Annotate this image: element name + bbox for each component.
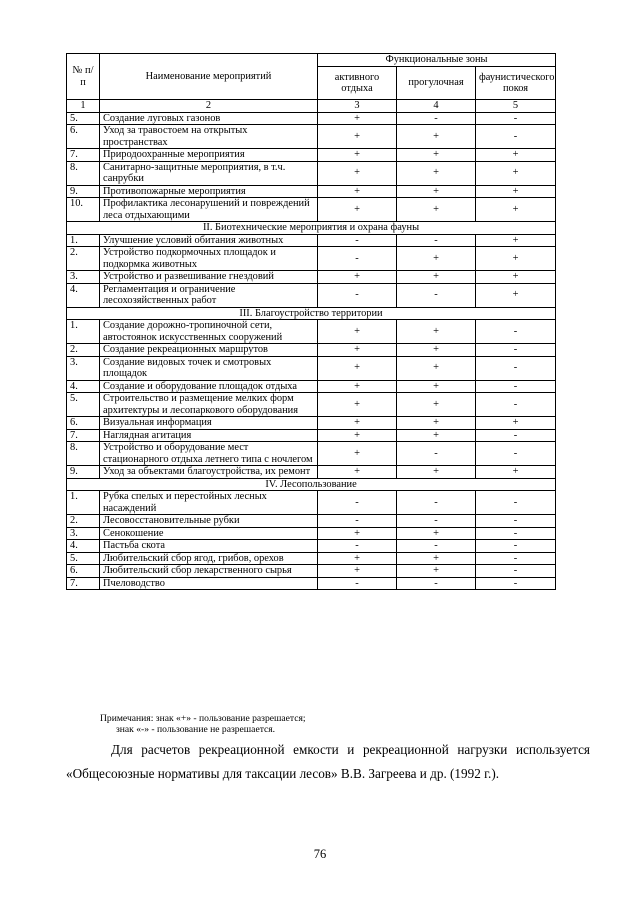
- zone-walk-cell: +: [397, 356, 476, 380]
- row-name: Устройство и развешивание гнездовий: [100, 271, 318, 284]
- header-index-1: 1: [67, 100, 100, 113]
- table-row: [67, 491, 556, 515]
- zone-active-cell: +: [318, 149, 397, 162]
- table-row: [67, 247, 556, 271]
- row-number: 2.: [67, 515, 100, 528]
- zone-active-cell: +: [318, 527, 397, 540]
- zone-fauna-cell: +: [476, 466, 556, 479]
- row-number: 3.: [67, 356, 100, 380]
- zone-fauna-cell: +: [476, 234, 556, 247]
- row-number: 1.: [67, 491, 100, 515]
- header-zone-active: активного отдыха: [318, 67, 397, 100]
- zone-fauna-cell: -: [476, 344, 556, 357]
- page-number: 76: [313, 847, 327, 861]
- zone-fauna-cell: +: [476, 149, 556, 162]
- zone-active-cell: +: [318, 344, 397, 357]
- section-title: II. Биотехнические мероприятия и охрана фауны: [67, 222, 556, 235]
- zone-fauna-cell: -: [476, 552, 556, 565]
- table-row: [67, 380, 556, 393]
- zone-walk-cell: -: [397, 515, 476, 528]
- row-name: Природоохранные мероприятия: [100, 149, 318, 162]
- zone-walk-cell: -: [397, 234, 476, 247]
- header-index-2: 2: [100, 100, 318, 113]
- table-row: [67, 320, 556, 344]
- table-row: [67, 283, 556, 307]
- zone-walk-cell: +: [397, 320, 476, 344]
- zone-active-cell: +: [318, 356, 397, 380]
- zone-active-cell: +: [318, 552, 397, 565]
- row-name: Создание и оборудование площадок отдыха: [100, 380, 318, 393]
- row-number: 7.: [67, 149, 100, 162]
- row-name: Уход за объектами благоустройства, их ремонт: [100, 466, 318, 479]
- header-zone-walk: прогулочная: [397, 67, 476, 100]
- header-zones-title: Функциональные зоны: [318, 54, 556, 67]
- table-row: [67, 417, 556, 430]
- row-name: Устройство и оборудование мест стационарного отдыха летнего типа с ночлегом: [100, 442, 318, 466]
- table-row: [67, 393, 556, 417]
- header-num: № п/п: [67, 54, 100, 100]
- table-row: [67, 198, 556, 222]
- zone-active-cell: +: [318, 393, 397, 417]
- zone-fauna-cell: -: [476, 356, 556, 380]
- zone-walk-cell: +: [397, 271, 476, 284]
- zone-walk-cell: -: [397, 283, 476, 307]
- table-row: [67, 442, 556, 466]
- body-paragraph: Для расчетов рекреационной емкости и рекреационной нагрузки используется «Общесоюзные нормативы для таксации лесов» В.В. Загреева и др. (1992 г.).: [66, 742, 590, 781]
- zone-fauna-cell: -: [476, 125, 556, 149]
- zone-walk-cell: -: [397, 491, 476, 515]
- zone-walk-cell: +: [397, 198, 476, 222]
- row-number: 9.: [67, 466, 100, 479]
- zone-active-cell: +: [318, 565, 397, 578]
- zone-walk-cell: +: [397, 552, 476, 565]
- zone-fauna-cell: -: [476, 380, 556, 393]
- row-name: Наглядная агитация: [100, 429, 318, 442]
- zone-fauna-cell: -: [476, 393, 556, 417]
- row-number: 4.: [67, 540, 100, 553]
- zone-walk-cell: +: [397, 149, 476, 162]
- zone-fauna-cell: -: [476, 577, 556, 590]
- zone-walk-cell: +: [397, 247, 476, 271]
- row-number: 3.: [67, 271, 100, 284]
- row-number: 5.: [67, 552, 100, 565]
- zone-fauna-cell: +: [476, 283, 556, 307]
- zone-active-cell: +: [318, 125, 397, 149]
- row-name: Создание рекреационных маршрутов: [100, 344, 318, 357]
- measures-table: [66, 53, 556, 590]
- zone-active-cell: -: [318, 515, 397, 528]
- row-name: Устройство подкормочных площадок и подкормка животных: [100, 247, 318, 271]
- table-body: [67, 112, 556, 590]
- row-name: Пчеловодство: [100, 577, 318, 590]
- table-row: [67, 540, 556, 553]
- zone-fauna-cell: +: [476, 161, 556, 185]
- header-index-5: 5: [476, 100, 556, 113]
- zone-active-cell: +: [318, 185, 397, 198]
- row-name: Любительский сбор ягод, грибов, орехов: [100, 552, 318, 565]
- zone-walk-cell: -: [397, 442, 476, 466]
- table-row: [67, 515, 556, 528]
- zone-active-cell: +: [318, 198, 397, 222]
- row-name: Визуальная информация: [100, 417, 318, 430]
- header-index-3: 3: [318, 100, 397, 113]
- row-number: 1.: [67, 320, 100, 344]
- zone-fauna-cell: -: [476, 491, 556, 515]
- note-line-2: знак «-» - пользование не разрешается.: [116, 724, 276, 735]
- table-row: [67, 565, 556, 578]
- table-row: [67, 149, 556, 162]
- row-name: Сенокошение: [100, 527, 318, 540]
- zone-active-cell: -: [318, 283, 397, 307]
- zone-walk-cell: +: [397, 417, 476, 430]
- zone-fauna-cell: -: [476, 320, 556, 344]
- table-row: [67, 112, 556, 125]
- row-number: 5.: [67, 393, 100, 417]
- zone-fauna-cell: +: [476, 185, 556, 198]
- row-number: 9.: [67, 185, 100, 198]
- zone-walk-cell: +: [397, 527, 476, 540]
- section-title: III. Благоустройство территории: [67, 307, 556, 320]
- row-number: 1.: [67, 234, 100, 247]
- row-number: 8.: [67, 161, 100, 185]
- zone-walk-cell: -: [397, 577, 476, 590]
- section-row: [67, 307, 556, 320]
- row-name: Любительский сбор лекарственного сырья: [100, 565, 318, 578]
- zone-active-cell: -: [318, 577, 397, 590]
- zone-active-cell: -: [318, 247, 397, 271]
- table-row: [67, 344, 556, 357]
- zone-walk-cell: +: [397, 125, 476, 149]
- row-number: 8.: [67, 442, 100, 466]
- row-number: 6.: [67, 417, 100, 430]
- zone-fauna-cell: -: [476, 429, 556, 442]
- row-number: 3.: [67, 527, 100, 540]
- row-name: Уход за травостоем на открытых пространствах: [100, 125, 318, 149]
- row-name: Профилактика лесонарушений и повреждений леса отдыхающими: [100, 198, 318, 222]
- row-name: Рубка спелых и перестойных лесных насаждений: [100, 491, 318, 515]
- zone-active-cell: -: [318, 491, 397, 515]
- header-index-4: 4: [397, 100, 476, 113]
- table-row: [67, 466, 556, 479]
- section-row: [67, 222, 556, 235]
- table-row: [67, 271, 556, 284]
- zone-walk-cell: +: [397, 429, 476, 442]
- zone-fauna-cell: +: [476, 271, 556, 284]
- zone-walk-cell: +: [397, 565, 476, 578]
- zone-fauna-cell: -: [476, 112, 556, 125]
- zone-active-cell: +: [318, 161, 397, 185]
- row-number: 7.: [67, 429, 100, 442]
- zone-walk-cell: +: [397, 393, 476, 417]
- zone-active-cell: +: [318, 466, 397, 479]
- row-number: 2.: [67, 247, 100, 271]
- table-row: [67, 234, 556, 247]
- zone-active-cell: -: [318, 234, 397, 247]
- header-zone-fauna: фаунистического покоя: [476, 67, 556, 100]
- row-name: Строительство и размещение мелких форм архитектуры и лесопаркового оборудования: [100, 393, 318, 417]
- section-row: [67, 478, 556, 491]
- zone-walk-cell: -: [397, 540, 476, 553]
- zone-walk-cell: +: [397, 161, 476, 185]
- table-notes: [100, 713, 306, 735]
- zone-active-cell: +: [318, 320, 397, 344]
- row-name: Создание дорожно-тропиночной сети, автостоянок искусственных сооружений: [100, 320, 318, 344]
- zone-fauna-cell: -: [476, 442, 556, 466]
- header-name: Наименование мероприятий: [100, 54, 318, 100]
- zone-walk-cell: +: [397, 185, 476, 198]
- zone-active-cell: -: [318, 540, 397, 553]
- row-number: 6.: [67, 125, 100, 149]
- row-name: Лесовосстановительные рубки: [100, 515, 318, 528]
- section-title: IV. Лесопользование: [67, 478, 556, 491]
- row-number: 6.: [67, 565, 100, 578]
- table-row: [67, 577, 556, 590]
- zone-fauna-cell: +: [476, 417, 556, 430]
- table-row: [67, 527, 556, 540]
- zone-active-cell: +: [318, 429, 397, 442]
- row-name: Пастьба скота: [100, 540, 318, 553]
- table-row: [67, 356, 556, 380]
- row-name: Регламентация и ограничение лесохозяйственных работ: [100, 283, 318, 307]
- zone-walk-cell: +: [397, 344, 476, 357]
- zone-walk-cell: -: [397, 112, 476, 125]
- row-number: 4.: [67, 283, 100, 307]
- table-row: [67, 429, 556, 442]
- table-row: [67, 125, 556, 149]
- row-number: 5.: [67, 112, 100, 125]
- table-row: [67, 185, 556, 198]
- zone-fauna-cell: +: [476, 198, 556, 222]
- row-name: Улучшение условий обитания животных: [100, 234, 318, 247]
- zone-active-cell: +: [318, 380, 397, 393]
- row-number: 10.: [67, 198, 100, 222]
- zone-active-cell: +: [318, 271, 397, 284]
- zone-fauna-cell: -: [476, 515, 556, 528]
- zone-active-cell: +: [318, 112, 397, 125]
- table-row: [67, 552, 556, 565]
- zone-active-cell: +: [318, 417, 397, 430]
- table-row: [67, 161, 556, 185]
- note-line-1: Примечания: знак «+» - пользование разрешается;: [100, 713, 306, 724]
- row-name: Создание луговых газонов: [100, 112, 318, 125]
- row-number: 4.: [67, 380, 100, 393]
- zone-active-cell: +: [318, 442, 397, 466]
- zone-walk-cell: +: [397, 466, 476, 479]
- row-number: 2.: [67, 344, 100, 357]
- row-name: Противопожарные мероприятия: [100, 185, 318, 198]
- zone-fauna-cell: -: [476, 527, 556, 540]
- zone-walk-cell: +: [397, 380, 476, 393]
- row-number: 7.: [67, 577, 100, 590]
- zone-fauna-cell: -: [476, 540, 556, 553]
- zone-fauna-cell: -: [476, 565, 556, 578]
- row-name: Создание видовых точек и смотровых площадок: [100, 356, 318, 380]
- zone-fauna-cell: +: [476, 247, 556, 271]
- row-name: Санитарно-защитные мероприятия, в т.ч. санрубки: [100, 161, 318, 185]
